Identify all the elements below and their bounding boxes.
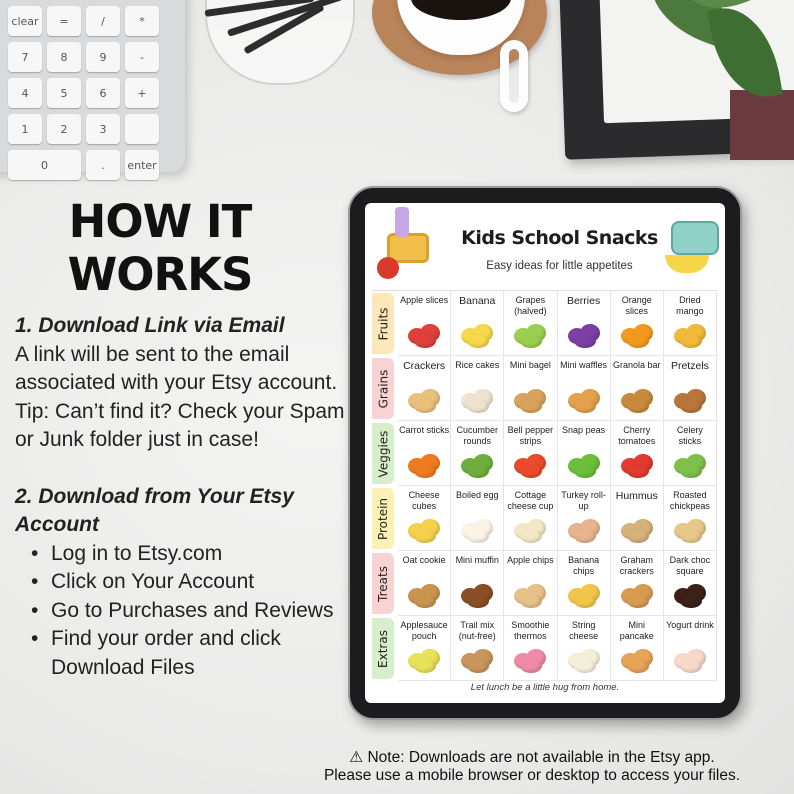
lunchbox-icon — [671, 221, 719, 255]
keyboard-key: 4 — [8, 78, 42, 108]
step-text: A link will be sent to the email associated with your Etsy account. — [15, 342, 338, 394]
snack-cell — [611, 486, 664, 551]
snack-cell — [451, 356, 504, 421]
food-illustration-icon — [457, 452, 497, 480]
category-tab — [372, 618, 394, 679]
food-illustration-icon — [670, 452, 710, 480]
keyboard-key: 2 — [47, 114, 81, 144]
food-illustration-icon — [564, 647, 604, 675]
food-illustration-icon — [510, 452, 550, 480]
snack-cell — [558, 291, 611, 356]
snack-label: Mini bagel — [509, 360, 551, 370]
keyboard-key: = — [47, 6, 81, 36]
food-illustration-icon — [510, 322, 550, 350]
snack-cell — [611, 551, 664, 616]
mug-handle — [500, 40, 528, 112]
category-tab — [372, 423, 394, 484]
food-illustration-icon — [617, 582, 657, 610]
snack-label: Dark choc square — [669, 555, 711, 576]
snack-cell — [664, 551, 717, 616]
food-illustration-icon — [617, 647, 657, 675]
snack-label: Snap peas — [562, 425, 606, 435]
keyboard-key: clear — [8, 6, 42, 36]
food-illustration-icon — [510, 517, 550, 545]
snack-cell — [664, 616, 717, 681]
snack-label: Hummus — [615, 490, 658, 502]
snack-label: Orange slices — [621, 295, 652, 316]
keyboard-key: / — [86, 6, 120, 36]
category-label: Fruits — [376, 307, 391, 340]
food-illustration-icon — [670, 387, 710, 415]
apple-icon — [377, 257, 399, 279]
snack-cell — [504, 486, 557, 551]
snack-cell — [451, 421, 504, 486]
food-illustration-icon — [510, 582, 550, 610]
snack-cell — [451, 551, 504, 616]
snack-label: Carrot sticks — [399, 425, 450, 435]
snack-label: Smoothie thermos — [511, 620, 550, 641]
tablet-screen — [365, 203, 725, 703]
category-label: Grains — [376, 369, 390, 408]
keyboard-key: 0 — [8, 150, 81, 180]
list-item: • Click on Your Account — [29, 568, 350, 597]
snack-cell — [504, 291, 557, 356]
food-illustration-icon — [564, 582, 604, 610]
snack-label: Mini pancake — [619, 620, 654, 641]
list-item: • Log in to Etsy.com — [29, 540, 350, 569]
keyboard-key: - — [125, 42, 159, 72]
category-label: Treats — [376, 565, 390, 602]
food-illustration-icon — [670, 517, 710, 545]
food-illustration-icon — [457, 387, 497, 415]
snack-cell — [504, 421, 557, 486]
notebook-cover — [730, 90, 794, 160]
snack-label: Celery sticks — [676, 425, 703, 446]
snack-label: Yogurt drink — [666, 620, 714, 630]
step-list — [15, 540, 350, 683]
snack-cell — [558, 616, 611, 681]
snack-cell — [664, 356, 717, 421]
snack-cell — [611, 291, 664, 356]
snack-label: Dried mango — [676, 295, 704, 316]
snack-sheet-title: Kids School Snacks — [461, 227, 658, 249]
snack-cell — [398, 421, 451, 486]
snack-label: Turkey roll-up — [561, 490, 606, 511]
keyboard-key: * — [125, 6, 159, 36]
food-illustration-icon — [404, 322, 444, 350]
snack-cell — [611, 356, 664, 421]
food-illustration-icon — [510, 647, 550, 675]
food-illustration-icon — [564, 517, 604, 545]
snack-label: Apple chips — [507, 555, 554, 565]
snack-cell — [398, 551, 451, 616]
food-illustration-icon — [457, 582, 497, 610]
food-illustration-icon — [564, 322, 604, 350]
snack-label: Cherry tomatoes — [618, 425, 656, 446]
food-illustration-icon — [457, 322, 497, 350]
snack-sheet-subtitle: Easy ideas for little appetites — [486, 260, 633, 272]
snack-label: Rice cakes — [455, 360, 500, 370]
food-illustration-icon — [564, 387, 604, 415]
snack-label: Mini waffles — [560, 360, 607, 370]
snack-cell — [664, 291, 717, 356]
list-item: • Go to Purchases and Reviews — [29, 597, 350, 626]
snack-label: Banana chips — [568, 555, 600, 576]
snack-cell — [504, 551, 557, 616]
snack-cell — [398, 486, 451, 551]
snack-cell — [504, 616, 557, 681]
snack-cell — [451, 616, 504, 681]
keyboard-key: 1 — [8, 114, 42, 144]
snack-label: Cheese cubes — [408, 490, 440, 511]
snack-label: Berries — [566, 295, 601, 307]
note-line: Please use a mobile browser or desktop to access your files. — [323, 767, 741, 784]
keyboard-key — [125, 114, 159, 144]
snack-cell — [398, 356, 451, 421]
snack-label: Pretzels — [670, 360, 709, 372]
keyboard-key: 3 — [86, 114, 120, 144]
food-illustration-icon — [670, 582, 710, 610]
snack-grid — [372, 290, 717, 681]
food-illustration-icon — [670, 647, 710, 675]
note-line: ⚠ Note: Downloads are not available in the Etsy app. — [349, 749, 715, 766]
step-tip: Tip: Can’t find it? Check your Spam or Junk folder just in case! — [15, 399, 345, 451]
food-illustration-icon — [404, 582, 444, 610]
step-heading: 1. Download Link via Email — [15, 314, 285, 337]
snack-cell — [558, 551, 611, 616]
keyboard-key: enter — [125, 150, 159, 180]
snack-label: Crackers — [403, 360, 446, 372]
snack-label: Mini muffin — [455, 555, 499, 565]
category-label: Extras — [376, 629, 390, 668]
category-tab — [372, 358, 394, 419]
keyboard-key: + — [125, 78, 159, 108]
snack-cell — [504, 356, 557, 421]
snack-label: Roasted chickpeas — [669, 490, 710, 511]
snack-sheet-footer: Let lunch be a little hug from home. — [470, 682, 620, 693]
category-tab — [372, 553, 394, 614]
keyboard-key: 5 — [47, 78, 81, 108]
bottle-icon — [395, 207, 409, 237]
download-note — [292, 749, 772, 785]
food-illustration-icon — [457, 647, 497, 675]
snack-label: Cucumber rounds — [456, 425, 498, 446]
snack-cell — [451, 291, 504, 356]
food-illustration-icon — [510, 387, 550, 415]
keyboard-key: 6 — [86, 78, 120, 108]
snack-label: Oat cookie — [402, 555, 446, 565]
food-illustration-icon — [404, 387, 444, 415]
snack-cell — [664, 486, 717, 551]
keyboard — [0, 0, 185, 172]
category-label: Protein — [376, 497, 391, 540]
snack-cell — [398, 616, 451, 681]
snack-cell — [664, 421, 717, 486]
food-illustration-icon — [404, 647, 444, 675]
snack-label: Grapes (halved) — [514, 295, 547, 316]
snack-label: Granola bar — [612, 360, 661, 370]
instructions — [15, 312, 350, 682]
page-title: HOW IT WORKS — [67, 195, 253, 301]
snack-cell — [451, 486, 504, 551]
snack-label: Banana — [459, 295, 496, 307]
snack-cell — [611, 421, 664, 486]
keyboard-key: 7 — [8, 42, 42, 72]
food-illustration-icon — [617, 387, 657, 415]
snack-label: Cottage cheese cup — [507, 490, 554, 511]
snack-label: Graham crackers — [619, 555, 654, 576]
food-illustration-icon — [617, 452, 657, 480]
keyboard-key: 9 — [86, 42, 120, 72]
snack-cell — [398, 291, 451, 356]
category-label: Veggies — [376, 430, 390, 477]
snack-cell — [558, 356, 611, 421]
step-heading: 2. Download from Your Etsy Account — [15, 484, 294, 536]
snack-label: String cheese — [569, 620, 599, 641]
keyboard-key: 8 — [47, 42, 81, 72]
food-illustration-icon — [670, 322, 710, 350]
snack-cell — [558, 486, 611, 551]
food-illustration-icon — [617, 517, 657, 545]
food-illustration-icon — [404, 517, 444, 545]
tablet — [348, 186, 742, 720]
category-tab — [372, 488, 394, 549]
snack-label: Apple slices — [400, 295, 449, 305]
keyboard-key: . — [86, 150, 120, 180]
food-illustration-icon — [404, 452, 444, 480]
food-illustration-icon — [564, 452, 604, 480]
food-illustration-icon — [617, 322, 657, 350]
snack-label: Bell pepper strips — [507, 425, 554, 446]
snack-label: Trail mix (nut-free) — [458, 620, 496, 641]
category-tab — [372, 293, 394, 354]
list-item: • Find your order and click Download Files — [29, 625, 350, 682]
snack-label: Applesauce pouch — [400, 620, 448, 641]
snack-label: Boiled egg — [455, 490, 499, 500]
snack-cell — [611, 616, 664, 681]
food-illustration-icon — [457, 517, 497, 545]
snack-cell — [558, 421, 611, 486]
